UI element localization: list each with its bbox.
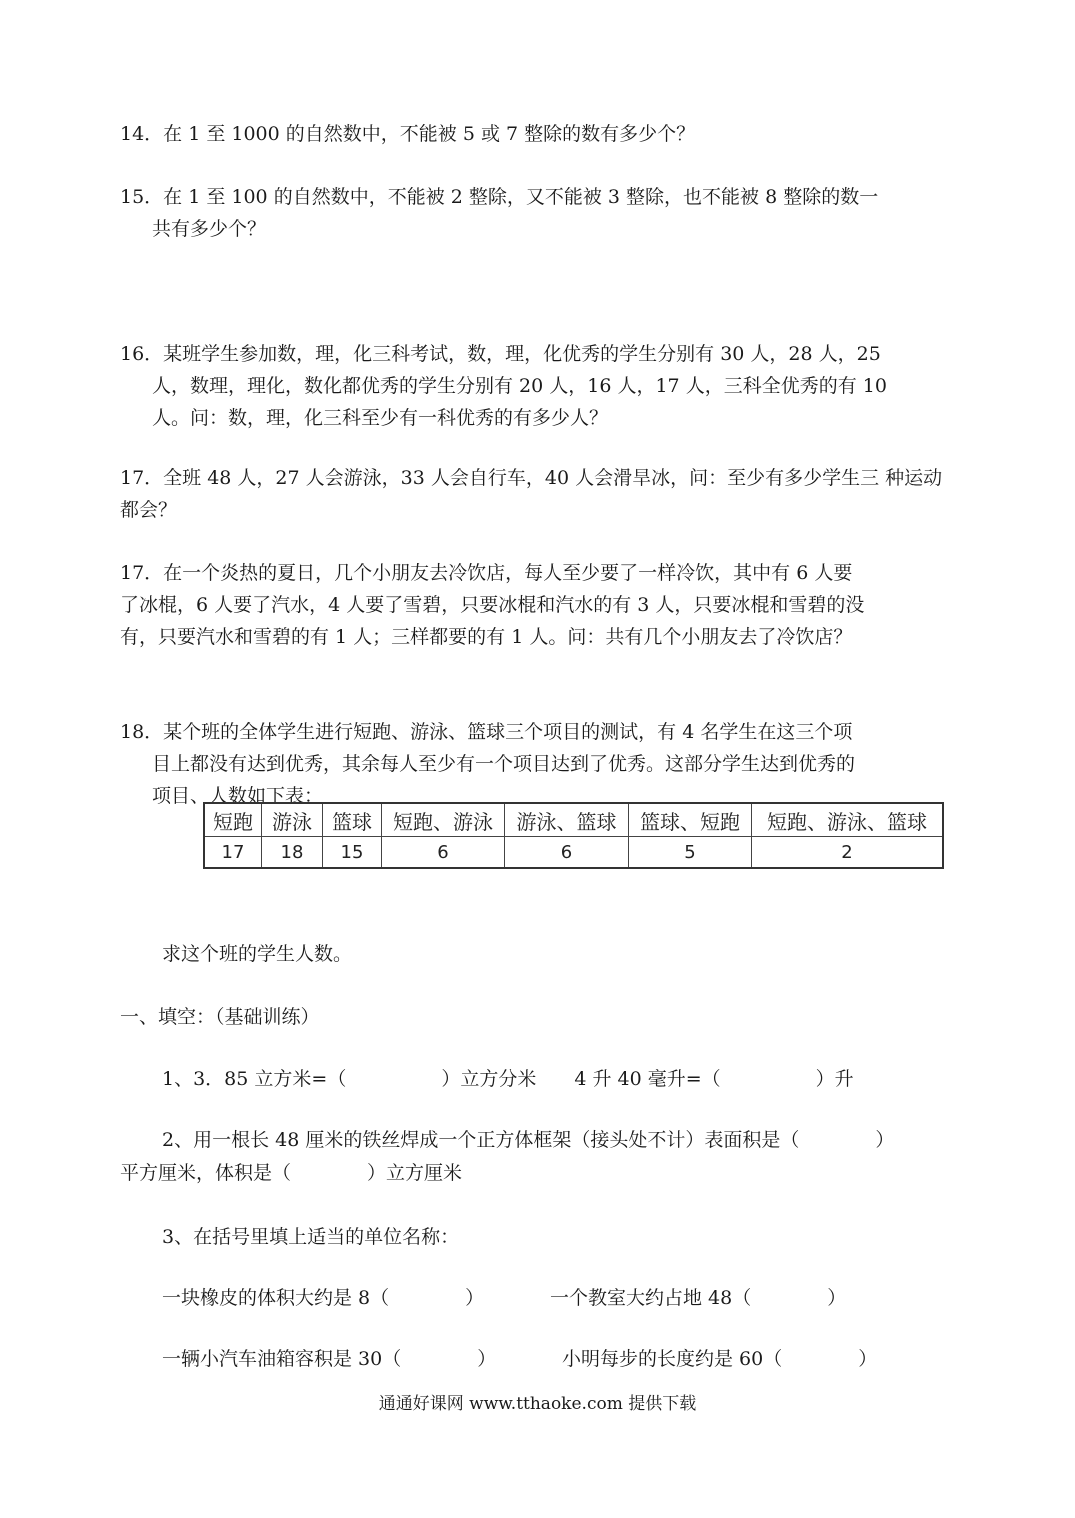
fill-item-step-length: 小明每步的长度约是 60（ ） xyxy=(562,1348,878,1370)
fill-item-fuel-tank: 一辆小汽车油箱容积是 30（ ） xyxy=(162,1348,497,1370)
question-18-ask: 求这个班的学生人数。 xyxy=(162,943,353,965)
section-title: 一、填空：（基础训练） xyxy=(120,1006,320,1028)
table-header-cell: 短跑、游泳、篮球 xyxy=(752,803,944,837)
question-18-line-1: 18．某个班的全体学生进行短跑、游泳、篮球三个项目的测试，有 4 名学生在这三个项 xyxy=(120,721,853,743)
question-18 xyxy=(120,716,960,812)
question-17a-line-2: 种运动都会？ xyxy=(120,467,943,521)
fill-item-3: 3、在括号里填上适当的单位名称： xyxy=(162,1226,460,1248)
question-16-line-3: 人。问：数，理，化三科至少有一科优秀的有多少人？ xyxy=(152,407,609,429)
excellence-table xyxy=(203,802,944,869)
fill-item-classroom: 一个教室大约占地 48（ ） xyxy=(550,1287,847,1309)
question-15-line-2: 共有多少个？ xyxy=(152,218,267,240)
fill-item-eraser: 一块橡皮的体积大约是 8（ ） xyxy=(162,1287,485,1309)
fill-item-2-line-2: 平方厘米，体积是（ ）立方厘米 xyxy=(120,1162,463,1184)
table-header-cell: 篮球、短跑 xyxy=(629,803,752,837)
question-17b-line-3: 有，只要汽水和雪碧的有 1 人；三样都要的有 1 人。问：共有几个小朋友去了冷饮店？ xyxy=(120,626,853,648)
table-header-cell: 游泳、篮球 xyxy=(505,803,629,837)
table-header-cell: 游泳 xyxy=(262,803,323,837)
question-17a xyxy=(120,462,960,526)
table-cell: 6 xyxy=(505,837,629,869)
table-header-cell: 短跑、游泳 xyxy=(382,803,505,837)
question-15-line-1: 15．在 1 至 100 的自然数中，不能被 2 整除，又不能被 3 整除，也不能被 8 整除的数一 xyxy=(120,186,879,208)
question-17b xyxy=(120,557,960,653)
question-15 xyxy=(120,181,960,245)
fill-item-1: 1、3．85 立方米=（ ）立方分米 4 升 40 毫升=（ ）升 xyxy=(162,1068,854,1090)
table-cell: 17 xyxy=(204,837,262,869)
question-17b-line-2: 了冰棍，6 人要了汽水，4 人要了雪碧，只要冰棍和汽水的有 3 人，只要冰棍和雪碧的没 xyxy=(120,594,865,616)
table-header-cell: 短跑 xyxy=(204,803,262,837)
question-16 xyxy=(120,338,960,434)
question-18-line-3: 项目、人数如下表： xyxy=(152,785,324,807)
question-14: 14．在 1 至 1000 的自然数中，不能被 5 或 7 整除的数有多少个？ xyxy=(120,123,696,145)
fill-item-2-line-1: 2、用一根长 48 厘米的铁丝焊成一个正方体框架（接头处不计）表面积是（ ） xyxy=(162,1129,895,1151)
table-header-cell: 篮球 xyxy=(323,803,382,837)
table-cell: 5 xyxy=(629,837,752,869)
question-17a-line-1: 17．全班 48 人，27 人会游泳，33 人会自行车，40 人会滑旱冰，问：至少有多少学生三 xyxy=(120,467,880,489)
table-cell: 2 xyxy=(752,837,944,869)
table-cell: 6 xyxy=(382,837,505,869)
question-18-line-2: 目上都没有达到优秀，其余每人至少有一个项目达到了优秀。这部分学生达到优秀的 xyxy=(152,753,856,775)
table-header-row xyxy=(204,803,943,837)
table-row xyxy=(204,837,943,869)
table-cell: 15 xyxy=(323,837,382,869)
question-16-line-1: 16．某班学生参加数，理，化三科考试，数，理，化优秀的学生分别有 30 人，28 人，25 xyxy=(120,343,881,365)
question-17b-line-1: 17．在一个炎热的夏日，几个小朋友去冷饮店，每人至少要了一样冷饮，其中有 6 人要 xyxy=(120,562,853,584)
page-footer: 通通好课网 www.tthaoke.com 提供下载 xyxy=(378,1394,697,1414)
question-16-line-2: 人，数理，理化，数化都优秀的学生分别有 20 人，16 人，17 人，三科全优秀的有 10 xyxy=(152,375,887,397)
table-cell: 18 xyxy=(262,837,323,869)
